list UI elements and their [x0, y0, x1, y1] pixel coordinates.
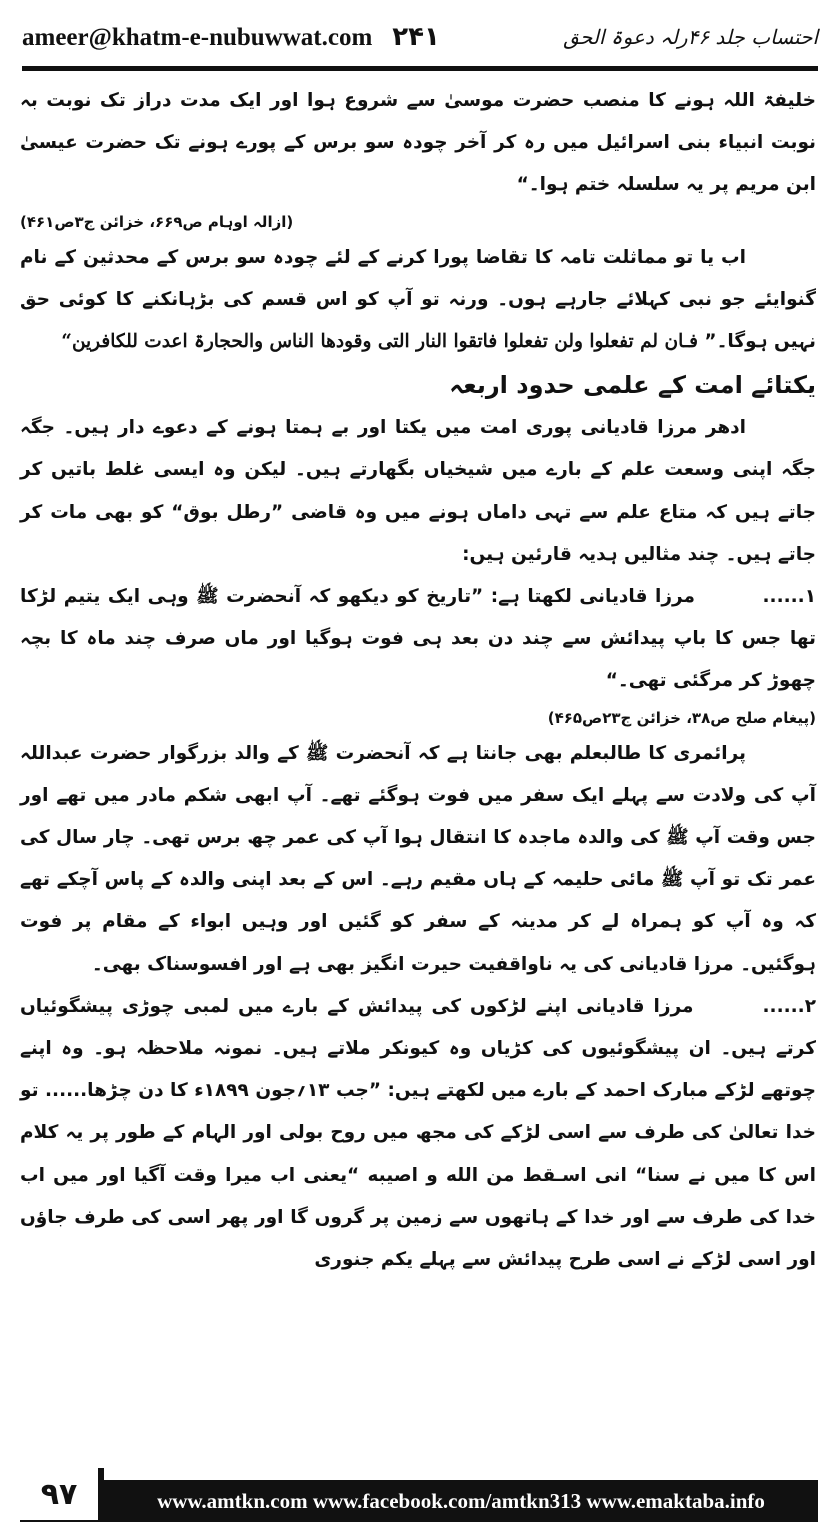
header-rule — [22, 66, 818, 71]
list-item-2-number: ۲...... — [762, 995, 816, 1017]
paragraph-2 — [20, 237, 816, 364]
list-item-2 — [20, 986, 816, 1281]
footer-bar — [20, 1476, 818, 1522]
section-heading: یکتائے امت کے علمی حدود اربعہ — [449, 371, 816, 400]
list-item-1 — [20, 576, 816, 703]
paragraph-2-text: اب یا تو مماثلت تامہ کا تقاضا پورا کرنے کے لئے چودہ سو برس کے محدثین کے نام گنوایئے جو نبی کہلائے جارہے ہوں۔ ورنہ تو آپ کو اس قسم کی بڑہانکنے کا کوئی حق نہیں ہوگا۔” — [20, 246, 816, 353]
running-title: احتساب جلد ۴۶رلہ دعوۃ الحق — [563, 25, 818, 49]
page-header — [22, 14, 818, 60]
footer-page-number: ۹۷ — [20, 1468, 104, 1520]
header-left — [22, 22, 440, 52]
header-email: ameer@khatm-e-nubuwwat.com — [22, 24, 373, 51]
list-item-1-number: ۱...... — [762, 586, 816, 608]
paragraph-3: ادھر مرزا قادیانی پوری امت میں یکتا اور بے ہمتا ہونے کے دعوے دار ہیں۔ جگہ جگہ اپنی وسعت علم کے بارے میں شیخیاں بگھارتے ہیں۔ لیکن وہ ایسی غلط باتیں کر جاتے ہیں کہ متاع علم سے تہی داماں ہونے میں وہ قاضی ”رطل بوق“ کو بھی مات کر جاتے ہیں۔ چند مثالیں ہدیہ قارئین ہیں: — [20, 417, 816, 565]
list-item-1-text: مرزا قادیانی لکھتا ہے: ”تاریخ کو دیکھو کہ آنحضرت ﷺ وہی ایک یتیم لڑکا تھا جس کا باپ پیدائش سے چند دن بعد ہی فوت ہوگیا اور ماں صرف چند ماہ کا بچہ چھوڑ کر مرگئی تھی۔“ — [20, 586, 816, 692]
paragraph-4: پرائمری کا طالبعلم بھی جانتا ہے کہ آنحضرت ﷺ کے والد بزرگوار حضرت عبداللہ آپ کی ولادت سے پہلے ایک سفر میں فوت ہوگئے تھے۔ آپ ابھی شکم مادر میں تھے اور جس وقت آپ ﷺ کی والدہ ماجدہ کا انتقال ہوا آپ کی عمر چھ برس تھی۔ چار سال کی عمر تک تو آپ ﷺ مائی حلیمہ کے ہاں مقیم رہے۔ اس کے بعد اپنی والدہ کے پاس آچکے تھے کہ وہ آپ کو ہمراہ لے کر مدینہ کے سفر کو گئیں اور وہیں ابواء کے مقام پر فوت ہوگئیں۔ مرزا قادیانی کی یہ ناواقفیت حیرت انگیز بھی ہے اور افسوسناک بھی۔ — [20, 742, 816, 975]
footer-urls: www.amtkn.com www.facebook.com/amtkn313 www.emaktaba.info — [157, 1488, 765, 1513]
header-page-number: ۲۴۱ — [392, 22, 440, 52]
page-body — [20, 80, 816, 1470]
paragraph-1: خلیفۃ اللہ ہونے کا منصب حضرت موسیٰ سے شروع ہوا اور ایک مدت دراز تک نوبت بہ نوبت انبیاء بنی اسرائیل میں رہ کر آخر چودہ سو برس کے پورے ہونے تک حضرت عیسیٰ ابن مریم پر یہ سلسلہ ختم ہوا۔“ — [20, 90, 816, 196]
reference-1: (ازالہ اوہام ص۶۶۹، خزائن ج۳ص۴۶۱) — [20, 212, 294, 231]
list-item-2-text: مرزا قادیانی اپنے لڑکوں کی پیدائش کے بارے میں لمبی چوڑی پیشگوئیاں کرتے ہیں۔ ان پیشگوئیوں کی کڑیاں وہ کیونکر ملاتے ہیں۔ نمونہ ملاحظہ ہو۔ وہ اپنے چوتھے لڑکے مبارک احمد کے بارے میں لکھتے ہیں: ”جب ۱۳؍جون ۱۸۹۹ء کا دن چڑھا...... تو خدا تعالیٰ کی طرف سے اسی لڑکے کی مجھ میں روح بولی اور الہام کے طور پر یہ کلام اس کا میں نے سنا“ انی اسـقط من الله و اصیبه “یعنی اب میرا وقت آگیا اور میں اب خدا کی طرف سے اور خدا کے ہاتھوں سے زمین پر گروں گا اور پھر اسی کی طرف جاؤں اور اسی لڑکے نے اسی طرح پیدائش سے پہلے یکم جنوری — [20, 995, 816, 1271]
reference-2: (پیغام صلح ص۳۸، خزائن ج۲۳ص۴۶۵) — [547, 708, 816, 727]
arabic-quote: فـان لم تفعلوا ولن تفعلوا فاتقوا النار التی وقودھا الناس والحجارۃ اعدت للکافرین“ — [61, 331, 698, 353]
